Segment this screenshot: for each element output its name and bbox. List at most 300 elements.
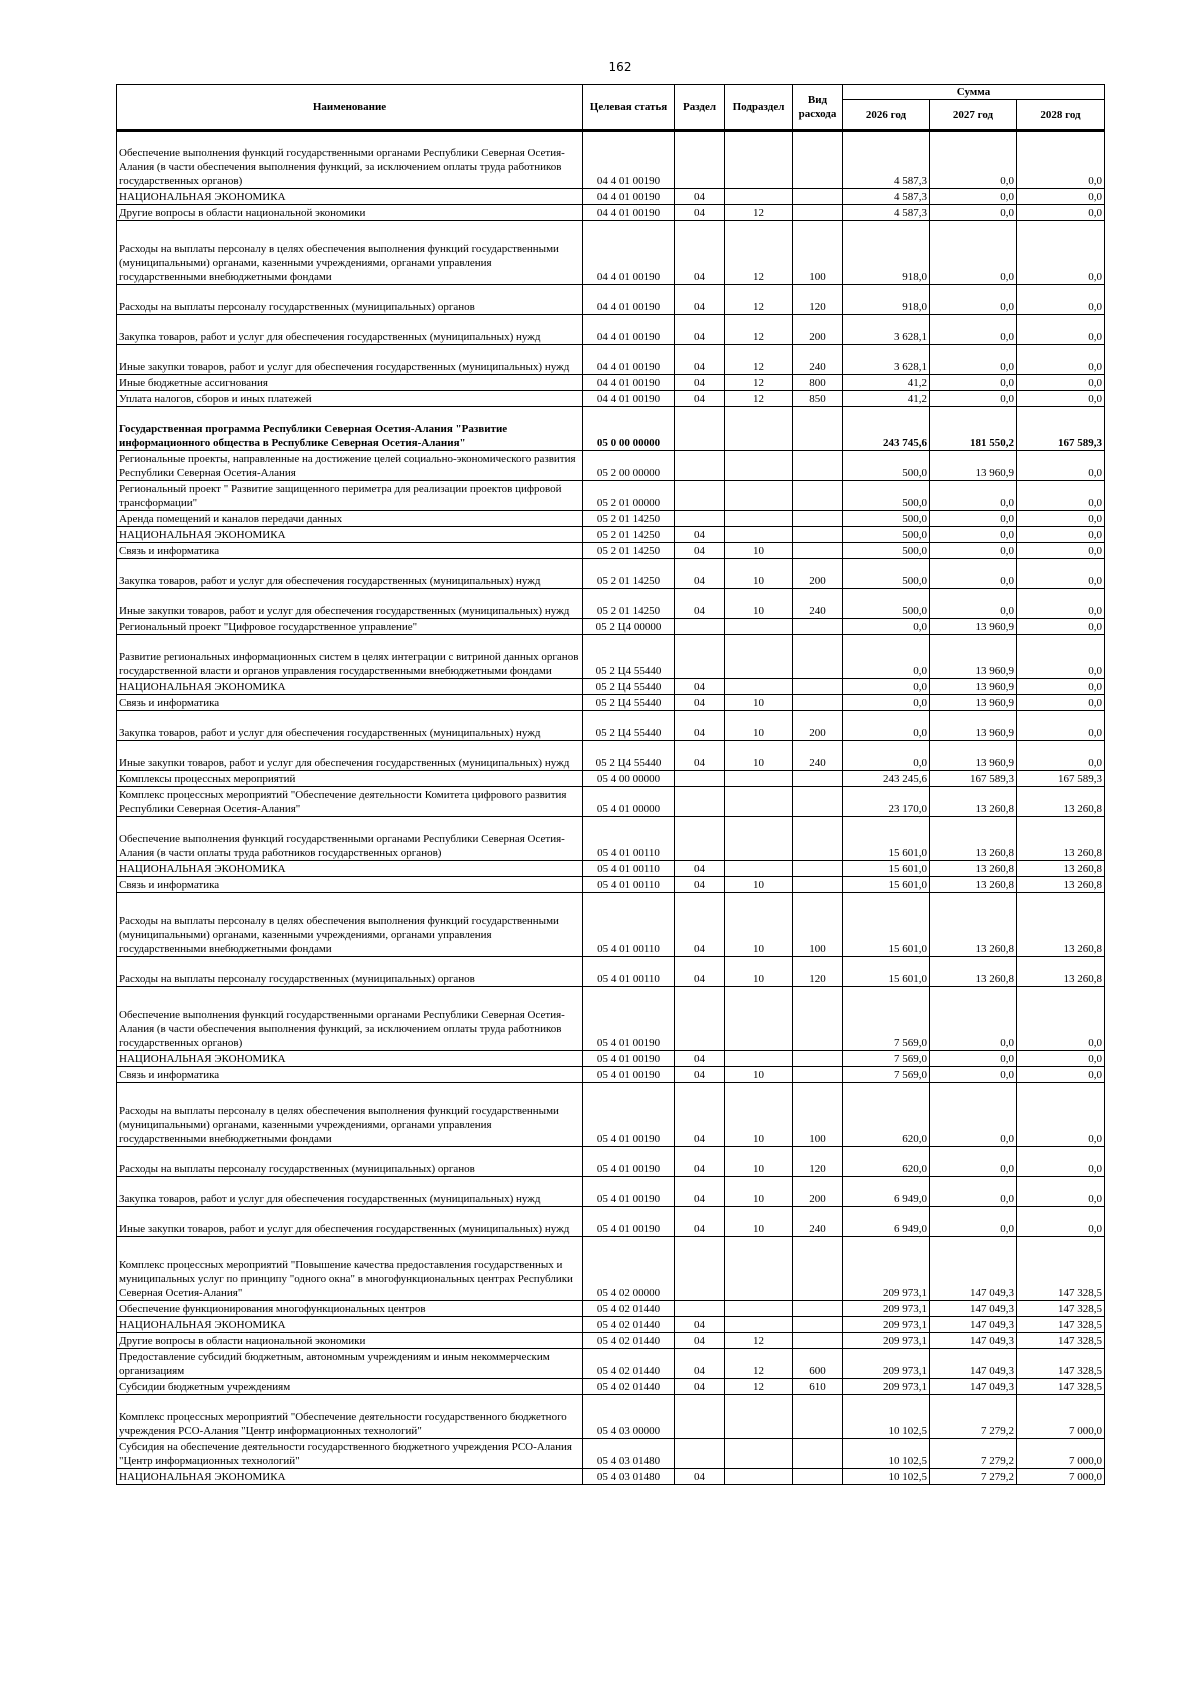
table-row	[117, 771, 1105, 787]
cell-name: Субсидии бюджетным учреждениям	[117, 1379, 583, 1395]
cell-subsection: 12	[725, 285, 793, 315]
cell-name: НАЦИОНАЛЬНАЯ ЭКОНОМИКА	[117, 189, 583, 205]
cell-name: Иные закупки товаров, работ и услуг для обеспечения государственных (муниципальных) нужд	[117, 741, 583, 771]
cell-name: Связь и информатика	[117, 877, 583, 893]
cell-code: 05 4 02 01440	[583, 1317, 675, 1333]
cell-2027: 0,0	[930, 315, 1017, 345]
cell-expense-type	[793, 1051, 843, 1067]
cell-2027: 147 049,3	[930, 1349, 1017, 1379]
page-number: 162	[608, 60, 632, 74]
cell-expense-type	[793, 635, 843, 679]
cell-2027: 13 260,8	[930, 817, 1017, 861]
table-row	[117, 1177, 1105, 1207]
cell-2026: 15 601,0	[843, 817, 930, 861]
cell-subsection	[725, 1051, 793, 1067]
cell-expense-type: 100	[793, 893, 843, 957]
cell-name: Расходы на выплаты персоналу в целях обеспечения выполнения функций государственными (муниципальными) органами, казенными учреждениями, органами управления государственными внебюджетными фондами	[117, 893, 583, 957]
budget-table	[116, 84, 1105, 1485]
cell-section: 04	[675, 543, 725, 559]
cell-subsection	[725, 817, 793, 861]
cell-name: Региональный проект "Цифровое государственное управление"	[117, 619, 583, 635]
table-row	[117, 189, 1105, 205]
cell-2027: 13 960,9	[930, 711, 1017, 741]
cell-2028: 13 260,8	[1017, 787, 1105, 817]
table-row	[117, 375, 1105, 391]
cell-name: Комплекс процессных мероприятий "Повышение качества предоставления государственных и муниципальных услуг по принципу "одного окна" в многофункциональных центрах Республики Северная Осетия-Алания"	[117, 1237, 583, 1301]
cell-2028: 0,0	[1017, 695, 1105, 711]
cell-2026: 6 949,0	[843, 1207, 930, 1237]
table-row	[117, 1301, 1105, 1317]
cell-section: 04	[675, 711, 725, 741]
table-row	[117, 543, 1105, 559]
cell-2026: 918,0	[843, 285, 930, 315]
cell-2026: 209 973,1	[843, 1333, 930, 1349]
cell-2026: 500,0	[843, 481, 930, 511]
cell-subsection	[725, 771, 793, 787]
table-row	[117, 1207, 1105, 1237]
cell-expense-type: 240	[793, 345, 843, 375]
cell-2026: 7 569,0	[843, 987, 930, 1051]
cell-2027: 13 260,8	[930, 893, 1017, 957]
cell-code: 05 4 02 00000	[583, 1237, 675, 1301]
cell-subsection: 12	[725, 205, 793, 221]
table-row	[117, 1395, 1105, 1439]
cell-expense-type	[793, 1439, 843, 1469]
cell-2026: 500,0	[843, 543, 930, 559]
cell-section	[675, 787, 725, 817]
cell-section: 04	[675, 285, 725, 315]
table-body	[117, 131, 1105, 1485]
cell-name: НАЦИОНАЛЬНАЯ ЭКОНОМИКА	[117, 861, 583, 877]
cell-section: 04	[675, 221, 725, 285]
cell-code: 04 4 01 00190	[583, 285, 675, 315]
cell-2026: 0,0	[843, 695, 930, 711]
header-name: Наименование	[117, 85, 583, 131]
cell-2027: 0,0	[930, 285, 1017, 315]
cell-subsection	[725, 511, 793, 527]
cell-section: 04	[675, 1349, 725, 1379]
cell-2028: 0,0	[1017, 511, 1105, 527]
table-row	[117, 285, 1105, 315]
cell-2028: 167 589,3	[1017, 771, 1105, 787]
cell-code: 05 4 01 00110	[583, 893, 675, 957]
cell-2028: 147 328,5	[1017, 1349, 1105, 1379]
cell-expense-type	[793, 1469, 843, 1485]
cell-name: Другие вопросы в области национальной экономики	[117, 205, 583, 221]
cell-name: НАЦИОНАЛЬНАЯ ЭКОНОМИКА	[117, 527, 583, 543]
cell-section	[675, 619, 725, 635]
cell-code: 05 2 01 14250	[583, 511, 675, 527]
cell-2028: 147 328,5	[1017, 1333, 1105, 1349]
cell-name: Иные закупки товаров, работ и услуг для обеспечения государственных (муниципальных) нужд	[117, 589, 583, 619]
cell-section	[675, 1395, 725, 1439]
cell-subsection	[725, 189, 793, 205]
cell-2028: 0,0	[1017, 1207, 1105, 1237]
table-row	[117, 679, 1105, 695]
cell-name: Иные закупки товаров, работ и услуг для обеспечения государственных (муниципальных) нужд	[117, 345, 583, 375]
cell-expense-type	[793, 1301, 843, 1317]
cell-2028: 167 589,3	[1017, 407, 1105, 451]
cell-code: 05 4 02 01440	[583, 1379, 675, 1395]
cell-subsection: 10	[725, 877, 793, 893]
cell-section: 04	[675, 345, 725, 375]
cell-subsection: 12	[725, 345, 793, 375]
cell-expense-type: 240	[793, 1207, 843, 1237]
cell-expense-type	[793, 481, 843, 511]
cell-section	[675, 987, 725, 1051]
cell-section	[675, 1237, 725, 1301]
cell-expense-type	[793, 205, 843, 221]
cell-section: 04	[675, 559, 725, 589]
cell-subsection: 10	[725, 711, 793, 741]
cell-section: 04	[675, 1317, 725, 1333]
cell-code: 05 4 02 01440	[583, 1301, 675, 1317]
cell-subsection: 12	[725, 315, 793, 345]
table-row	[117, 391, 1105, 407]
cell-name: Закупка товаров, работ и услуг для обеспечения государственных (муниципальных) нужд	[117, 1177, 583, 1207]
cell-expense-type: 600	[793, 1349, 843, 1379]
cell-expense-type	[793, 877, 843, 893]
cell-2027: 13 260,8	[930, 787, 1017, 817]
cell-2028: 0,0	[1017, 131, 1105, 189]
table-row	[117, 1333, 1105, 1349]
cell-expense-type: 200	[793, 315, 843, 345]
cell-2026: 15 601,0	[843, 893, 930, 957]
cell-expense-type	[793, 407, 843, 451]
cell-expense-type: 800	[793, 375, 843, 391]
cell-2027: 147 049,3	[930, 1301, 1017, 1317]
cell-subsection: 10	[725, 1147, 793, 1177]
cell-2026: 620,0	[843, 1147, 930, 1177]
cell-2028: 0,0	[1017, 589, 1105, 619]
table-row	[117, 511, 1105, 527]
cell-2027: 13 960,9	[930, 619, 1017, 635]
cell-name: Государственная программа Республики Северная Осетия-Алания "Развитие информационного общества в Республике Северная Осетия-Алания"	[117, 407, 583, 451]
cell-name: Обеспечение выполнения функций государственными органами Республики Северная Осетия-Алания (в части оплаты труда работников государственных органов)	[117, 817, 583, 861]
cell-section	[675, 1439, 725, 1469]
cell-2027: 0,0	[930, 189, 1017, 205]
cell-name: Комплекс процессных мероприятий "Обеспечение деятельности Комитета цифрового развития Республики Северная Осетия-Алания"	[117, 787, 583, 817]
cell-expense-type: 120	[793, 285, 843, 315]
cell-2027: 0,0	[930, 345, 1017, 375]
cell-code: 05 4 01 00190	[583, 987, 675, 1051]
cell-2028: 0,0	[1017, 619, 1105, 635]
cell-expense-type	[793, 543, 843, 559]
cell-2027: 0,0	[930, 205, 1017, 221]
cell-expense-type: 850	[793, 391, 843, 407]
cell-name: Расходы на выплаты персоналу государственных (муниципальных) органов	[117, 957, 583, 987]
cell-subsection: 10	[725, 957, 793, 987]
cell-code: 05 2 Ц4 00000	[583, 619, 675, 635]
cell-subsection	[725, 1317, 793, 1333]
cell-2026: 15 601,0	[843, 861, 930, 877]
cell-code: 04 4 01 00190	[583, 189, 675, 205]
cell-2028: 0,0	[1017, 1051, 1105, 1067]
cell-expense-type	[793, 619, 843, 635]
cell-name: Иные закупки товаров, работ и услуг для обеспечения государственных (муниципальных) нужд	[117, 1207, 583, 1237]
cell-2028: 0,0	[1017, 1083, 1105, 1147]
cell-2027: 0,0	[930, 391, 1017, 407]
cell-code: 04 4 01 00190	[583, 391, 675, 407]
cell-2026: 243 745,6	[843, 407, 930, 451]
cell-subsection	[725, 679, 793, 695]
cell-subsection	[725, 619, 793, 635]
cell-section: 04	[675, 1207, 725, 1237]
table-row	[117, 1237, 1105, 1301]
cell-2027: 181 550,2	[930, 407, 1017, 451]
cell-2027: 0,0	[930, 131, 1017, 189]
cell-2028: 0,0	[1017, 1177, 1105, 1207]
cell-name: Обеспечение выполнения функций государственными органами Республики Северная Осетия-Алания (в части обеспечения выполнения функций, за исключением оплаты труда работников государственных органов)	[117, 131, 583, 189]
cell-2028: 13 260,8	[1017, 861, 1105, 877]
cell-2027: 13 260,8	[930, 877, 1017, 893]
cell-subsection	[725, 451, 793, 481]
cell-section	[675, 407, 725, 451]
cell-section: 04	[675, 375, 725, 391]
cell-2027: 0,0	[930, 543, 1017, 559]
cell-name: Обеспечение выполнения функций государственными органами Республики Северная Осетия-Алания (в части обеспечения выполнения функций, за исключением оплаты труда работников государственных органов)	[117, 987, 583, 1051]
cell-expense-type: 610	[793, 1379, 843, 1395]
cell-name: НАЦИОНАЛЬНАЯ ЭКОНОМИКА	[117, 1469, 583, 1485]
table-row	[117, 787, 1105, 817]
cell-subsection: 10	[725, 559, 793, 589]
cell-section	[675, 817, 725, 861]
table-row	[117, 893, 1105, 957]
cell-subsection	[725, 987, 793, 1051]
cell-code: 05 2 Ц4 55440	[583, 635, 675, 679]
cell-2026: 0,0	[843, 741, 930, 771]
cell-2028: 0,0	[1017, 481, 1105, 511]
cell-2026: 918,0	[843, 221, 930, 285]
cell-2027: 13 960,9	[930, 679, 1017, 695]
cell-section: 04	[675, 1083, 725, 1147]
cell-expense-type	[793, 131, 843, 189]
cell-2028: 0,0	[1017, 285, 1105, 315]
cell-2027: 0,0	[930, 221, 1017, 285]
cell-name: Связь и информатика	[117, 1067, 583, 1083]
cell-code: 04 4 01 00190	[583, 345, 675, 375]
cell-2028: 7 000,0	[1017, 1469, 1105, 1485]
cell-code: 05 4 03 00000	[583, 1395, 675, 1439]
cell-expense-type	[793, 1067, 843, 1083]
header-code: Целевая статья	[583, 85, 675, 131]
cell-section: 04	[675, 861, 725, 877]
cell-section: 04	[675, 205, 725, 221]
cell-2026: 209 973,1	[843, 1349, 930, 1379]
header-2028: 2028 год	[1017, 100, 1105, 131]
table-row	[117, 315, 1105, 345]
header-2026: 2026 год	[843, 100, 930, 131]
cell-name: Иные бюджетные ассигнования	[117, 375, 583, 391]
cell-2027: 0,0	[930, 1177, 1017, 1207]
cell-expense-type	[793, 1395, 843, 1439]
cell-section	[675, 511, 725, 527]
cell-code: 05 2 01 14250	[583, 543, 675, 559]
cell-2028: 0,0	[1017, 635, 1105, 679]
cell-section	[675, 1301, 725, 1317]
cell-section	[675, 771, 725, 787]
cell-2028: 0,0	[1017, 543, 1105, 559]
header-expense-type: Вид расхода	[793, 85, 843, 131]
cell-2028: 0,0	[1017, 527, 1105, 543]
cell-expense-type	[793, 679, 843, 695]
cell-2028: 0,0	[1017, 315, 1105, 345]
cell-2027: 0,0	[930, 511, 1017, 527]
cell-2026: 7 569,0	[843, 1051, 930, 1067]
cell-code: 05 2 Ц4 55440	[583, 711, 675, 741]
cell-2027: 0,0	[930, 987, 1017, 1051]
cell-name: Расходы на выплаты персоналу в целях обеспечения выполнения функций государственными (муниципальными) органами, казенными учреждениями, органами управления государственными внебюджетными фондами	[117, 1083, 583, 1147]
cell-name: Закупка товаров, работ и услуг для обеспечения государственных (муниципальных) нужд	[117, 711, 583, 741]
cell-name: Закупка товаров, работ и услуг для обеспечения государственных (муниципальных) нужд	[117, 315, 583, 345]
cell-subsection: 10	[725, 1067, 793, 1083]
table-row	[117, 1439, 1105, 1469]
cell-name: Другие вопросы в области национальной экономики	[117, 1333, 583, 1349]
cell-expense-type: 240	[793, 741, 843, 771]
cell-2027: 147 049,3	[930, 1237, 1017, 1301]
cell-2027: 147 049,3	[930, 1317, 1017, 1333]
cell-2027: 7 279,2	[930, 1439, 1017, 1469]
cell-2026: 4 587,3	[843, 189, 930, 205]
table-row	[117, 1379, 1105, 1395]
cell-section: 04	[675, 877, 725, 893]
cell-name: Комплексы процессных мероприятий	[117, 771, 583, 787]
table-row	[117, 559, 1105, 589]
cell-2026: 500,0	[843, 527, 930, 543]
cell-subsection: 12	[725, 391, 793, 407]
cell-2028: 0,0	[1017, 741, 1105, 771]
cell-2028: 147 328,5	[1017, 1379, 1105, 1395]
cell-2028: 13 260,8	[1017, 893, 1105, 957]
cell-2026: 41,2	[843, 375, 930, 391]
cell-subsection	[725, 481, 793, 511]
table-row	[117, 957, 1105, 987]
cell-expense-type	[793, 771, 843, 787]
cell-subsection: 10	[725, 695, 793, 711]
cell-2026: 500,0	[843, 589, 930, 619]
cell-code: 04 4 01 00190	[583, 131, 675, 189]
cell-section: 04	[675, 679, 725, 695]
cell-2026: 4 587,3	[843, 131, 930, 189]
cell-expense-type	[793, 695, 843, 711]
cell-name: Региональный проект " Развитие защищенного периметра для реализации проектов цифровой трансформации"	[117, 481, 583, 511]
cell-expense-type	[793, 451, 843, 481]
header-subsection: Подраздел	[725, 85, 793, 131]
cell-2026: 6 949,0	[843, 1177, 930, 1207]
cell-code: 04 4 01 00190	[583, 205, 675, 221]
table-row	[117, 527, 1105, 543]
cell-2027: 147 049,3	[930, 1379, 1017, 1395]
table-row	[117, 345, 1105, 375]
cell-2026: 15 601,0	[843, 877, 930, 893]
cell-2028: 147 328,5	[1017, 1317, 1105, 1333]
cell-expense-type: 200	[793, 711, 843, 741]
cell-code: 05 2 Ц4 55440	[583, 695, 675, 711]
cell-2027: 0,0	[930, 1207, 1017, 1237]
cell-expense-type	[793, 1333, 843, 1349]
cell-2027: 0,0	[930, 1147, 1017, 1177]
table-row	[117, 1083, 1105, 1147]
table-row	[117, 741, 1105, 771]
cell-2028: 7 000,0	[1017, 1439, 1105, 1469]
table-row	[117, 221, 1105, 285]
cell-2028: 0,0	[1017, 205, 1105, 221]
cell-section: 04	[675, 741, 725, 771]
table-row	[117, 407, 1105, 451]
cell-subsection	[725, 1439, 793, 1469]
cell-section: 04	[675, 1067, 725, 1083]
cell-section	[675, 131, 725, 189]
table-row	[117, 589, 1105, 619]
table-row	[117, 1051, 1105, 1067]
cell-code: 05 4 03 01480	[583, 1439, 675, 1469]
cell-2027: 13 960,9	[930, 741, 1017, 771]
cell-section: 04	[675, 391, 725, 407]
cell-2026: 243 245,6	[843, 771, 930, 787]
table-row	[117, 451, 1105, 481]
cell-subsection	[725, 527, 793, 543]
cell-2026: 620,0	[843, 1083, 930, 1147]
cell-2028: 0,0	[1017, 375, 1105, 391]
cell-2028: 0,0	[1017, 679, 1105, 695]
table-row	[117, 1469, 1105, 1485]
cell-2028: 0,0	[1017, 345, 1105, 375]
cell-code: 05 4 03 01480	[583, 1469, 675, 1485]
cell-2027: 0,0	[930, 1067, 1017, 1083]
cell-section: 04	[675, 893, 725, 957]
cell-2026: 209 973,1	[843, 1301, 930, 1317]
cell-subsection	[725, 131, 793, 189]
table-header	[117, 85, 1105, 131]
cell-2026: 23 170,0	[843, 787, 930, 817]
cell-name: Предоставление субсидий бюджетным, автономным учреждениям и иным некоммерческим организациям	[117, 1349, 583, 1379]
cell-subsection	[725, 407, 793, 451]
table-row	[117, 205, 1105, 221]
cell-2026: 10 102,5	[843, 1395, 930, 1439]
cell-subsection: 10	[725, 1083, 793, 1147]
cell-section	[675, 451, 725, 481]
cell-code: 05 4 01 00190	[583, 1207, 675, 1237]
cell-subsection	[725, 1237, 793, 1301]
table-row	[117, 1349, 1105, 1379]
cell-2028: 0,0	[1017, 221, 1105, 285]
cell-subsection: 12	[725, 221, 793, 285]
cell-2027: 13 960,9	[930, 695, 1017, 711]
cell-2028: 0,0	[1017, 711, 1105, 741]
cell-section: 04	[675, 315, 725, 345]
cell-2028: 0,0	[1017, 987, 1105, 1051]
cell-2028: 7 000,0	[1017, 1395, 1105, 1439]
cell-code: 05 2 01 14250	[583, 589, 675, 619]
cell-name: НАЦИОНАЛЬНАЯ ЭКОНОМИКА	[117, 1317, 583, 1333]
cell-expense-type: 240	[793, 589, 843, 619]
cell-code: 05 2 Ц4 55440	[583, 679, 675, 695]
cell-2026: 15 601,0	[843, 957, 930, 987]
cell-2027: 0,0	[930, 559, 1017, 589]
cell-expense-type	[793, 511, 843, 527]
cell-2027: 0,0	[930, 589, 1017, 619]
cell-2026: 10 102,5	[843, 1469, 930, 1485]
cell-2027: 13 260,8	[930, 861, 1017, 877]
cell-section: 04	[675, 695, 725, 711]
cell-subsection: 10	[725, 1177, 793, 1207]
cell-subsection	[725, 787, 793, 817]
table-row	[117, 635, 1105, 679]
cell-2026: 10 102,5	[843, 1439, 930, 1469]
cell-2026: 209 973,1	[843, 1237, 930, 1301]
cell-section: 04	[675, 1333, 725, 1349]
cell-2026: 209 973,1	[843, 1317, 930, 1333]
